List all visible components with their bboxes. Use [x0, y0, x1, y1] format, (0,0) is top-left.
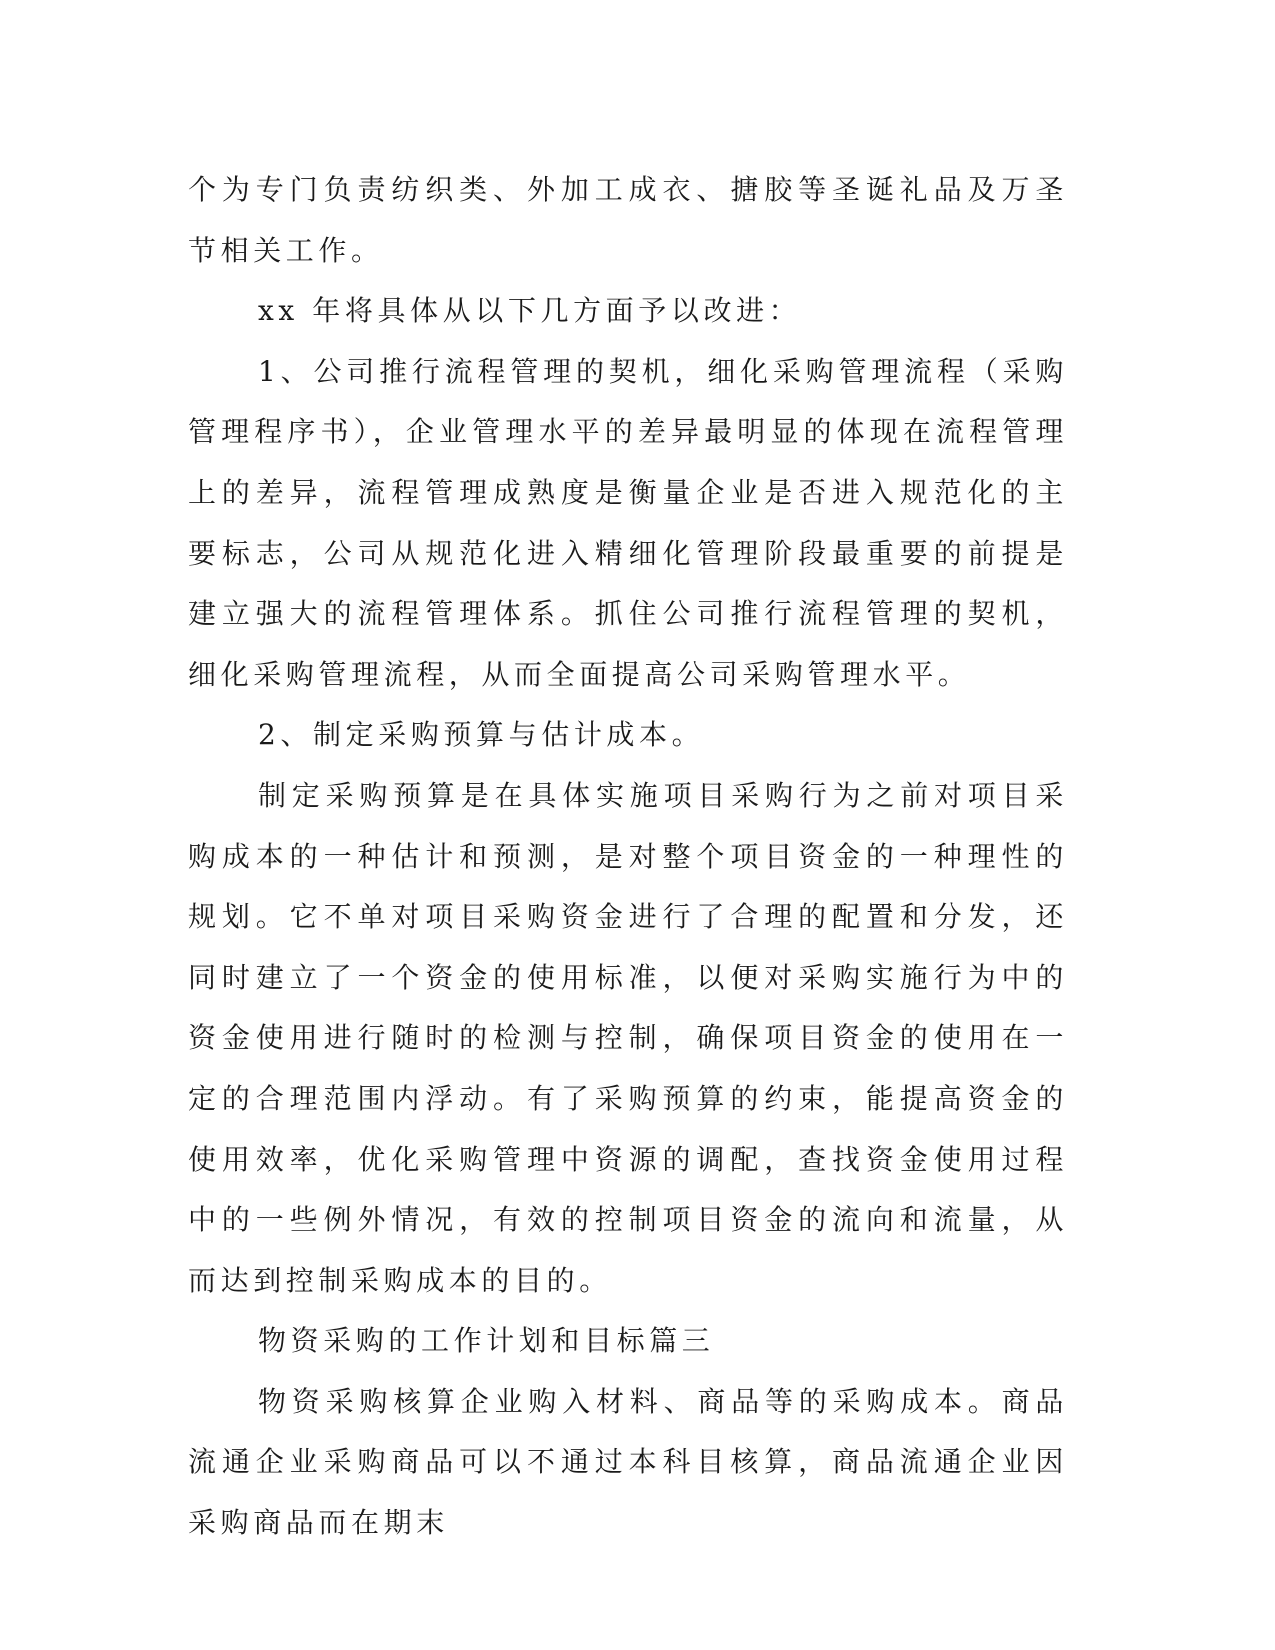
section-heading: 物资采购的工作计划和目标篇三 [258, 1324, 715, 1358]
paragraph-continued: 个为专门负责纺织类、外加工成衣、搪胶等圣诞礼品及万圣节相关工作。 [188, 173, 1068, 267]
paragraph-accounting: 物资采购核算企业购入材料、商品等的采购成本。商品流通企业采购商品可以不通过本科目核算，商品流通企业因采购商品而在期末 [188, 1384, 1068, 1540]
paragraph-improvement-intro: xx 年将具体从以下几方面予以改进： [258, 294, 802, 328]
paragraph-item-1: 1、公司推行流程管理的契机，细化采购管理流程（采购管理程序书），企业管理水平的差异最明显的体现在流程管理上的差异，流程管理成熟度是衡量企业是否进入规范化的主要标志，公司从规范化进入精细化管理阶段最重要的前提是建立强大的流程管理体系。抓住公司推行流程管理的契机，细化采购管理流程，从而全面提高公司采购管理水平。 [188, 354, 1068, 691]
paragraph-budget: 制定采购预算是在具体实施项目采购行为之前对项目采购成本的一种估计和预测，是对整个项目资金的一种理性的规划。它不单对项目采购资金进行了合理的配置和分发，还同时建立了一个资金的使用标准，以便对采购实施行为中的资金使用进行随时的检测与控制，确保项目资金的使用在一定的合理范围内浮动。有了采购预算的约束，能提高资金的使用效率，优化采购管理中资源的调配，查找资金使用过程中的一些例外情况，有效的控制项目资金的流向和流量，从而达到控制采购成本的目的。 [188, 778, 1068, 1297]
body-text [188, 160, 1068, 1554]
paragraph-item-2: 2、制定采购预算与估计成本。 [258, 718, 705, 752]
